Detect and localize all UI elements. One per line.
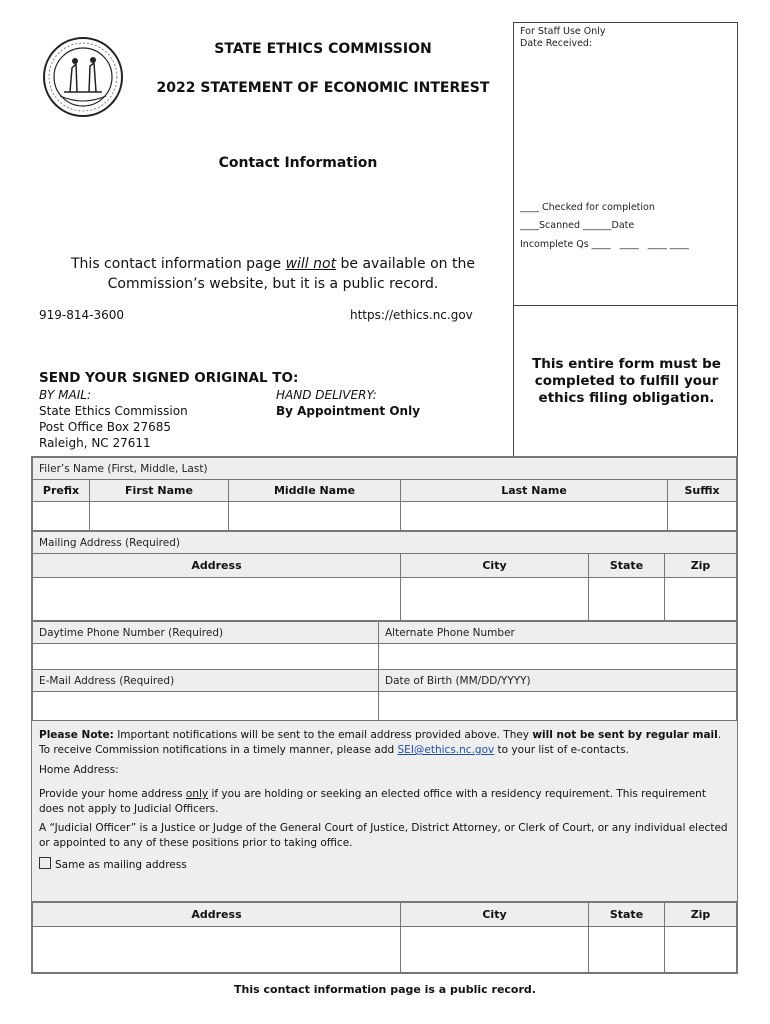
home-zip-header: Zip [665,903,737,927]
mailing-zip-field[interactable] [665,578,737,622]
suffix-field[interactable] [668,502,737,532]
hand-delivery-label: HAND DELIVERY: [276,388,377,402]
staff-use-box [513,22,738,306]
first-name-field[interactable] [90,502,229,532]
filer-name-section [31,456,738,533]
notice-emphasis: will not [285,256,337,272]
dob-field[interactable] [379,692,737,722]
nc-state-seal-icon [42,36,124,118]
hand-delivery-value: By Appointment Only [276,404,421,418]
prefix-header: Prefix [33,480,90,502]
notice-line2: Commission’s website, but it is a public record. [107,276,439,292]
home-city-header: City [401,903,589,927]
mailing-city-header: City [401,554,589,578]
send-title: SEND YOUR SIGNED ORIGINAL TO: [39,370,299,386]
note-bold-2: will not be sent by regular mail [532,729,718,741]
public-record-notice [40,254,506,294]
mail-line-3: Raleigh, NC 27611 [39,436,151,450]
mailing-address-field[interactable] [33,578,401,622]
sei-email-link[interactable]: SEI@ethics.nc.gov [397,744,495,756]
by-mail-label: BY MAIL: [39,388,91,402]
checked-line: ____ Checked for completion [520,202,655,213]
staff-title: For Staff Use Only [520,26,606,37]
dob-label: Date of Birth (MM/DD/YYYY) [379,670,737,692]
note-text-3: to your list of e-contacts. [494,744,629,756]
middle-name-field[interactable] [229,502,401,532]
mail-line-2: Post Office Box 27685 [39,420,172,434]
commission-title: STATE ETHICS COMMISSION [214,41,432,57]
last-name-header: Last Name [401,480,668,502]
filer-name-label: Filer’s Name (First, Middle, Last) [33,458,737,480]
provide-post: if you are holding or seeking an elected office with a residency requirement. This requirement does not apply to Judicial Officers. [39,788,706,815]
statement-title: 2022 STATEMENT OF ECONOMIC INTEREST [156,80,490,96]
home-zip-field[interactable] [665,927,737,973]
mailing-zip-header: Zip [665,554,737,578]
mailing-address-section [31,530,738,623]
first-name-header: First Name [90,480,229,502]
judicial-officer-text: A “Judicial Officer” is a Justice or Judge of the General Court of Justice, District Attorney, or Clerk of Court, or any individual elected or appointed to any of these positions prior to taking office. [39,822,728,849]
prefix-field[interactable] [33,502,90,532]
home-address-table [31,901,738,974]
phone-email-section [31,620,738,723]
incomplete-line: Incomplete Qs ____ ____ ____ ____ [520,239,689,250]
alternate-phone-label: Alternate Phone Number [379,622,737,644]
last-name-field[interactable] [401,502,668,532]
commission-website[interactable]: https://ethics.nc.gov [350,308,473,322]
provide-emphasis: only [185,788,209,800]
mailing-state-field[interactable] [589,578,665,622]
notice-post: be available on the [336,256,475,272]
mailing-state-header: State [589,554,665,578]
note-text-2: . To receive Commission notifications in a timely manner, please add [39,729,722,756]
home-address-label: Home Address: [39,764,119,776]
mailing-address-header: Address [33,554,401,578]
mailing-address-label: Mailing Address (Required) [33,532,737,554]
footer-note: This contact information page is a public record. [234,983,536,996]
commission-phone: 919-814-3600 [39,308,125,322]
home-address-field[interactable] [33,927,401,973]
email-label: E-Mail Address (Required) [33,670,379,692]
home-provide-text [39,787,730,817]
date-received-label: Date Received: [520,38,593,49]
obligation-text: This entire form must be completed to fulfill your ethics filing obligation. [532,356,721,406]
note-label: Please Note: [39,729,114,741]
home-state-field[interactable] [589,927,665,973]
section-title: Contact Information [218,155,378,171]
mail-line-1: State Ethics Commission [39,404,188,418]
email-note [39,728,730,758]
note-text-1: Important notifications will be sent to the email address provided above. They [113,729,533,741]
notice-pre: This contact information page [71,256,286,272]
home-address-section [31,720,738,901]
same-as-mailing-checkbox[interactable] [39,857,51,869]
obligation-box [513,306,738,456]
alternate-phone-field[interactable] [379,644,737,670]
email-field[interactable] [33,692,379,722]
home-state-header: State [589,903,665,927]
daytime-phone-field[interactable] [33,644,379,670]
middle-name-header: Middle Name [229,480,401,502]
daytime-phone-label: Daytime Phone Number (Required) [33,622,379,644]
same-as-mailing-label: Same as mailing address [55,859,187,871]
mailing-city-field[interactable] [401,578,589,622]
suffix-header: Suffix [668,480,737,502]
scanned-line: ____Scanned ______Date [520,220,635,231]
same-as-mailing-option[interactable] [39,857,730,873]
home-city-field[interactable] [401,927,589,973]
provide-pre: Provide your home address [39,788,186,800]
home-address-header: Address [33,903,401,927]
